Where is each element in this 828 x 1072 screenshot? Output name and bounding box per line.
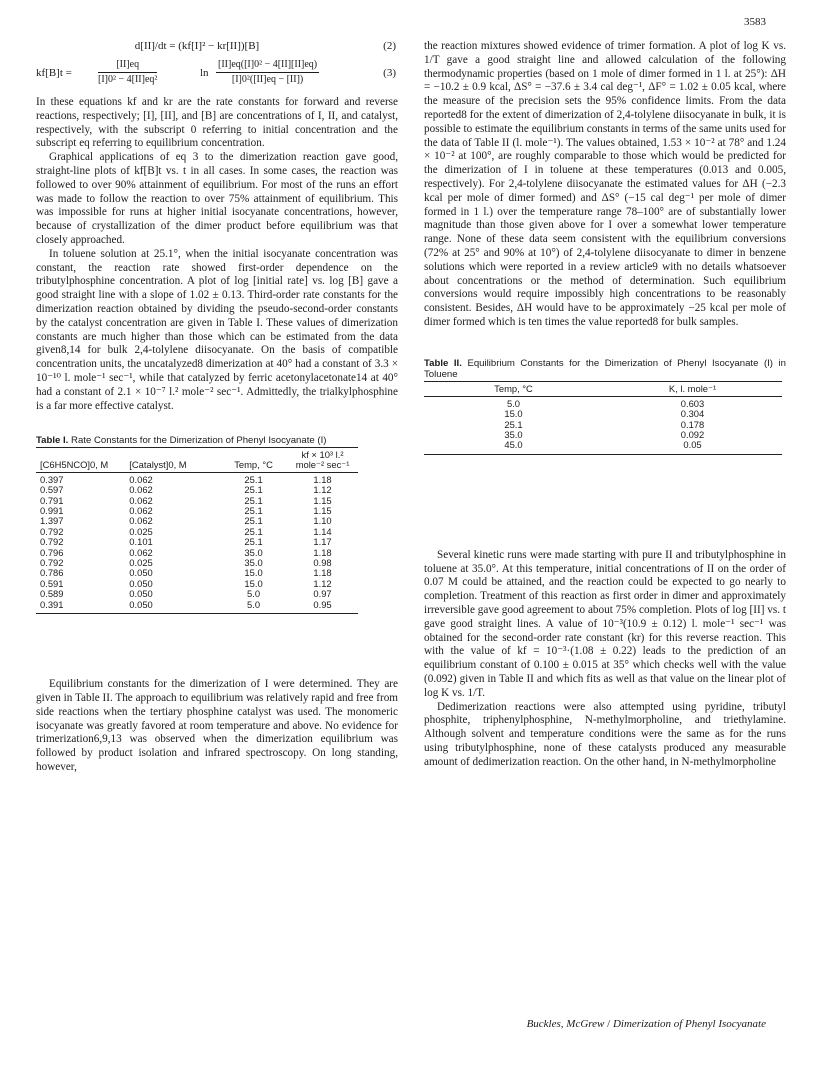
table-cell: 5.0 bbox=[506, 397, 521, 409]
paragraph-left-3: In toluene solution at 25.1°, when the initial isocyanate concentration was constant, the reaction rate showed first-order dependence on the tributylphosphine concentration. A plot of log [initial rate] vs. log [B] gave a good straight line with a slope of 1.02 ± 0.13. Third-order rate constants for the dimerization reaction obtained by dividing the pseudo-second-order constants by the catalyst concentration are given in Table I. These values of dimerization constants are much higher than those which can be estimated from the data given8,14 for bulk 2,4-tolylene diisocyanate. On the basis of compatible concentration units, the uncatalyzed8 dimerization at 40° had a constant of 3.3 × 10⁻¹⁰ l. mole⁻¹ sec⁻¹, while that catalyzed by ferric acetonylacetonate14 at 40° had a constant of 2.1 × 10⁻⁷ l.² mole⁻² sec⁻¹. Admittedly, the trialkylphosphine is a far more effective catalyst. bbox=[36, 247, 398, 412]
equation-2 bbox=[36, 40, 398, 58]
fraction-2-numerator: [II]eq([I]0² − 4[II][II]eq) bbox=[216, 58, 319, 73]
footer-authors: Buckles, McGrew bbox=[526, 1018, 605, 1030]
table-cell: 0.025 bbox=[129, 525, 153, 537]
table-cell: 25.1 bbox=[244, 494, 263, 506]
table-cell: 1.15 bbox=[313, 505, 332, 517]
table-1-header-row bbox=[36, 447, 358, 472]
table-cell: 0.597 bbox=[40, 484, 64, 496]
table-cell: 0.603 bbox=[680, 397, 705, 409]
table-cell: 15.0 bbox=[244, 567, 263, 579]
table-cell: 1.17 bbox=[313, 536, 332, 548]
page-number: 3583 bbox=[744, 16, 766, 28]
table-2-title: Equilibrium Constants for the Dimerization of Phenyl Isocyanate (I) in Toluene bbox=[424, 357, 787, 381]
table-cell: 0.050 bbox=[129, 598, 153, 610]
table-cell: 0.304 bbox=[680, 408, 705, 420]
table-row bbox=[36, 506, 358, 516]
table-cell: 0.792 bbox=[40, 536, 64, 548]
table-2-header-cell: K, l. mole⁻¹ bbox=[668, 382, 717, 394]
fraction-2-denominator: [I]0²([II]eq − [II]) bbox=[231, 73, 304, 85]
table-cell: 0.062 bbox=[129, 546, 153, 558]
table-1-grid bbox=[36, 447, 358, 614]
paragraph-right-1: the reaction mixtures showed evidence of trimer formation. A plot of log K vs. 1/T gave a good straight line and allowed calculation of the following thermodynamic properties (based on 1 mole of dimer formed in 1 l. at 25°): ΔH = −10.2 ± 0.9 kcal, ΔS° = −37.6 ± 3.4 cal deg⁻¹, ΔF° = 1.02 ± 0.05 kcal, where the measure of the precision sets the 95% confidence limits. From the data reported8 for the extent of dimerization of 2,4-tolylene diisocyanate in bulk, it is possible to estimate the equilibrium constants in terms of the same units used for the data of Table II (l. mole⁻¹). The values obtained, 1.53 × 10⁻² at 78° and 1.24 × 10⁻² at 100°, are roughly comparable to those which would be predicted for the dimerization of I in toluene at these temperatures (0.013 and 0.005, respectively). For 2,4-tolylene diisocyanate the estimated values for ΔH (−2.3 kcal per mole of dimer formed) and ΔS° (−15 cal deg⁻¹ per mole of dimer formed in 1 l.) over the temperature range 78–100° are of substantially lower magnitude than those given above for I over a somewhat lower temperature range. None of these data seem consistent with the equilibrium conversions (72% at 25° and 90% at 10°) of 2,4-tolylene diisocyanate to dimer in benzene solutions which were reported in a review article9 with no details whatsoever about concentrations or the method of determination. Such equilibrium conversions would require impossibly high concentrations to be reasonably consistent. Besides, ΔH would have to be approximately −25 kcal per mole of dimer formed which is ten times the value reported8 for bulk samples. bbox=[424, 40, 786, 328]
table-cell: 0.796 bbox=[40, 546, 64, 558]
table-1-title: Rate Constants for the Dimerization of Phenyl Isocyanate (I) bbox=[71, 435, 327, 447]
table-cell: 0.050 bbox=[129, 577, 153, 589]
table-row bbox=[36, 485, 358, 495]
equation-3-lhs: kf[B]t = bbox=[36, 67, 72, 79]
table-cell: 25.1 bbox=[504, 418, 523, 430]
table-cell: 0.062 bbox=[129, 494, 153, 506]
paragraph-left-1: In these equations kf and kr are the rate constants for forward and reverse reactions, respectively; [I], [II], and [B] are concentrations of I, II, and catalyst, respectively, with the subscript 0 referring to initial concentration and the subscript eq referring to equilibrium concentration. bbox=[36, 96, 398, 150]
equation-2-number: (2) bbox=[383, 40, 396, 52]
table-row bbox=[424, 409, 782, 419]
footer-separator: / bbox=[607, 1018, 611, 1030]
table-cell: 0.786 bbox=[40, 567, 64, 579]
table-cell: 1.14 bbox=[313, 525, 332, 537]
table-2-body bbox=[424, 396, 782, 454]
table-cell: 1.397 bbox=[40, 515, 64, 527]
table-1-header-cell: Temp, °C bbox=[234, 458, 273, 470]
table-1-header-cell: kf × 10³ l.² mole⁻² sec⁻¹ bbox=[295, 448, 350, 470]
table-2-header-cell: Temp, °C bbox=[494, 382, 533, 394]
table-1 bbox=[36, 435, 398, 614]
table-row bbox=[424, 430, 782, 440]
table-cell: 35.0 bbox=[244, 557, 263, 569]
equation-3-fraction-2 bbox=[216, 58, 319, 87]
table-cell: 0.101 bbox=[129, 536, 153, 548]
table-cell: 15.0 bbox=[244, 577, 263, 589]
table-cell: 25.1 bbox=[244, 473, 263, 485]
table-row bbox=[36, 537, 358, 547]
table-cell: 0.025 bbox=[129, 557, 153, 569]
equation-3-fraction-1 bbox=[98, 58, 157, 87]
table-2-header-row bbox=[424, 381, 782, 396]
table-cell: 0.05 bbox=[683, 439, 702, 451]
table-cell: 0.991 bbox=[40, 505, 64, 517]
table-cell: 0.062 bbox=[129, 505, 153, 517]
table-cell: 0.391 bbox=[40, 598, 64, 610]
table-row bbox=[36, 472, 358, 485]
table-cell: 1.18 bbox=[313, 473, 332, 485]
table-cell: 1.12 bbox=[313, 577, 332, 589]
table-cell: 0.050 bbox=[129, 588, 153, 600]
table-cell: 1.18 bbox=[313, 567, 332, 579]
footer-title: Dimerization of Phenyl Isocyanate bbox=[612, 1018, 766, 1030]
table-cell: 5.0 bbox=[247, 598, 261, 610]
paragraph-right-2: Several kinetic runs were made starting with pure II and tributylphosphine in toluene at 35.0°. At this temperature, initial concentrations of II on the order of 0.07 M could be attained, and the reaction could be expected to go nearly to completion. Treatment of this reaction as first order in dimer and approximately irreversible gave good agreement to about 75% completion. Plots of log [II] vs. t gave good straight lines. A value of 10⁻³(10.9 ± 0.12) l. mole⁻¹ sec⁻¹ was obtained for the second-order rate constant (kr) for this reverse reaction. This with the value of kf = 10⁻³·(1.08 ± 0.22) leads to the prediction of an equilibrium constant of 0.100 ± 0.015 at 35° which checks well with the value (0.092) given in Table II and which fits as well as that value on the linear plot of log K vs. 1/T. bbox=[424, 548, 786, 699]
table-row bbox=[36, 496, 358, 506]
table-row bbox=[424, 440, 782, 454]
table-row bbox=[36, 589, 358, 599]
table-cell: 1.15 bbox=[313, 494, 332, 506]
table-cell: 1.18 bbox=[313, 546, 332, 558]
table-cell: 5.0 bbox=[247, 588, 261, 600]
equation-3-number: (3) bbox=[383, 67, 396, 79]
equation-2-body: d[II]/dt = (kf[I]² − kr[II])[B] bbox=[134, 40, 260, 52]
table-cell: 35.0 bbox=[244, 546, 263, 558]
table-2-caption bbox=[424, 358, 786, 381]
table-row bbox=[36, 568, 358, 578]
table-1-header-cell: [C6H5NCO]0, M bbox=[40, 458, 109, 470]
table-1-label: Table I. bbox=[36, 435, 69, 447]
table-cell: 35.0 bbox=[504, 428, 523, 440]
equation-3 bbox=[36, 58, 398, 92]
table-cell: 25.1 bbox=[244, 525, 263, 537]
table-2-label: Table II. bbox=[424, 357, 462, 369]
table-row bbox=[36, 516, 358, 526]
table-cell: 15.0 bbox=[504, 408, 523, 420]
table-2-grid bbox=[424, 381, 782, 455]
table-cell: 0.050 bbox=[129, 567, 153, 579]
table-row bbox=[36, 579, 358, 589]
table-cell: 0.792 bbox=[40, 525, 64, 537]
table-cell: 0.97 bbox=[313, 588, 332, 600]
table-cell: 25.1 bbox=[244, 484, 263, 496]
left-column bbox=[36, 40, 398, 775]
running-footer bbox=[527, 1018, 766, 1030]
equation-3-ln: ln bbox=[200, 67, 209, 79]
table-cell: 0.792 bbox=[40, 557, 64, 569]
paragraph-left-2: Graphical applications of eq 3 to the dimerization reaction gave good, straight-line plots of kf[B]t vs. t in all cases. In some cases, the reaction was followed to over 90% attainment of equilibrium. For most of the runs an effort was made to follow the reaction to over 75% attainment of equilibrium. This was impossible for runs at higher initial isocyanate concentrations, however, because of crystallization of the dimer product before equilibrium was that closely approached. bbox=[36, 151, 398, 246]
table-cell: 0.95 bbox=[313, 598, 332, 610]
table-cell: 0.092 bbox=[680, 428, 705, 440]
table-cell: 1.12 bbox=[313, 484, 332, 496]
fraction-1-denominator: [I]0² − 4[II]eq² bbox=[98, 73, 158, 85]
table-cell: 0.397 bbox=[40, 473, 64, 485]
table-cell: 0.791 bbox=[40, 494, 64, 506]
table-cell: 25.1 bbox=[244, 505, 263, 517]
table-2 bbox=[424, 358, 786, 455]
table-cell: 0.062 bbox=[129, 473, 153, 485]
paragraph-left-4: Equilibrium constants for the dimerization of I were determined. They are given in Table II. The approach to equilibrium was relatively rapid and free from side reactions when the tertiary phosphine catalyst was used. The monomeric isocyanate was greatly favored at room temperature and above. No evidence for trimerization6,9,13 was observed when the dimerization equilibrium was followed by product isolation and infrared spectroscopy. On long standing, however, bbox=[36, 678, 398, 773]
table-cell: 1.10 bbox=[313, 515, 332, 527]
table-row bbox=[36, 558, 358, 568]
table-1-header-cell: [Catalyst]0, M bbox=[129, 458, 187, 470]
table-cell: 25.1 bbox=[244, 515, 263, 527]
table-row bbox=[424, 396, 782, 409]
table-cell: 25.1 bbox=[244, 536, 263, 548]
paragraph-right-3: Dedimerization reactions were also attempted using pyridine, tributyl phosphite, triphenylphosphine, N-methylmorpholine, and triethylamine. Although solvent and temperature conditions were the same as for the runs using tributylphosphine, none of these catalysts produced any measurable amount of dedimerization reaction. On the other hand, in N-methylmorpholine bbox=[424, 700, 786, 768]
table-1-body bbox=[36, 472, 358, 613]
table-row bbox=[424, 420, 782, 430]
table-cell: 0.591 bbox=[40, 577, 64, 589]
table-row bbox=[36, 600, 358, 614]
fraction-1-numerator: [II]eq bbox=[98, 58, 157, 73]
table-1-caption bbox=[36, 435, 398, 447]
right-column bbox=[424, 40, 786, 770]
table-row bbox=[36, 548, 358, 558]
table-cell: 0.062 bbox=[129, 484, 153, 496]
table-cell: 0.98 bbox=[313, 557, 332, 569]
table-row bbox=[36, 527, 358, 537]
table-cell: 0.589 bbox=[40, 588, 64, 600]
table-cell: 45.0 bbox=[504, 439, 523, 451]
table-cell: 0.178 bbox=[680, 418, 705, 430]
table-cell: 0.062 bbox=[129, 515, 153, 527]
